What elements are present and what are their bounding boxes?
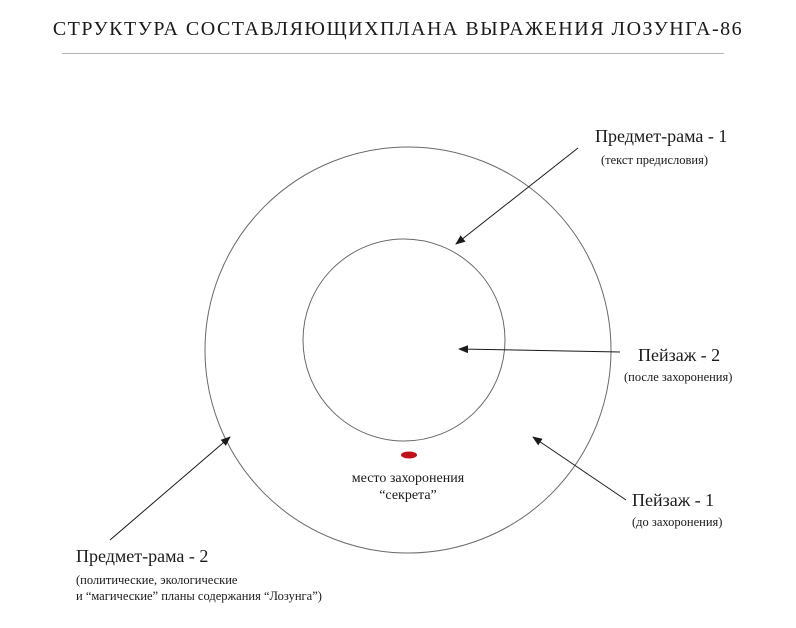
label-landscape1 [632, 490, 722, 530]
label-landscape2-title: Пейзаж - 2 [638, 345, 721, 365]
label-frame2-subtitle-line2: и “магические” планы содержания “Лозунга”) [76, 589, 322, 603]
arrow-landscape1 [533, 437, 626, 500]
diagram-title: СТРУКТУРА СОСТАВЛЯЮЩИХПЛАНА ВЫРАЖЕНИЯ ЛОЗУНГА-86 [52, 18, 744, 40]
label-frame1 [595, 126, 727, 168]
label-burial-line2: “секрета” [379, 488, 437, 503]
label-landscape2-subtitle: (после захоронения) [624, 370, 733, 384]
arrow-frame1 [456, 148, 578, 244]
burial-marker [401, 452, 417, 459]
inner-circle [303, 239, 505, 441]
label-frame2 [76, 546, 322, 604]
label-burial-site [318, 470, 498, 504]
label-frame2-subtitle-line1: (политические, экологические [76, 573, 238, 587]
arrow-frame2 [110, 437, 230, 540]
label-frame1-subtitle: (текст предисловия) [601, 153, 708, 167]
label-landscape1-subtitle: (до захоронения) [632, 515, 723, 529]
arrow-landscape2 [459, 349, 620, 352]
label-burial-line1: место захоронения [351, 471, 465, 486]
label-frame2-title: Предмет-рама - 2 [76, 546, 209, 566]
label-frame1-title: Предмет-рама - 1 [595, 126, 728, 146]
label-landscape2 [624, 345, 732, 385]
label-landscape1-title: Пейзаж - 1 [632, 490, 715, 510]
